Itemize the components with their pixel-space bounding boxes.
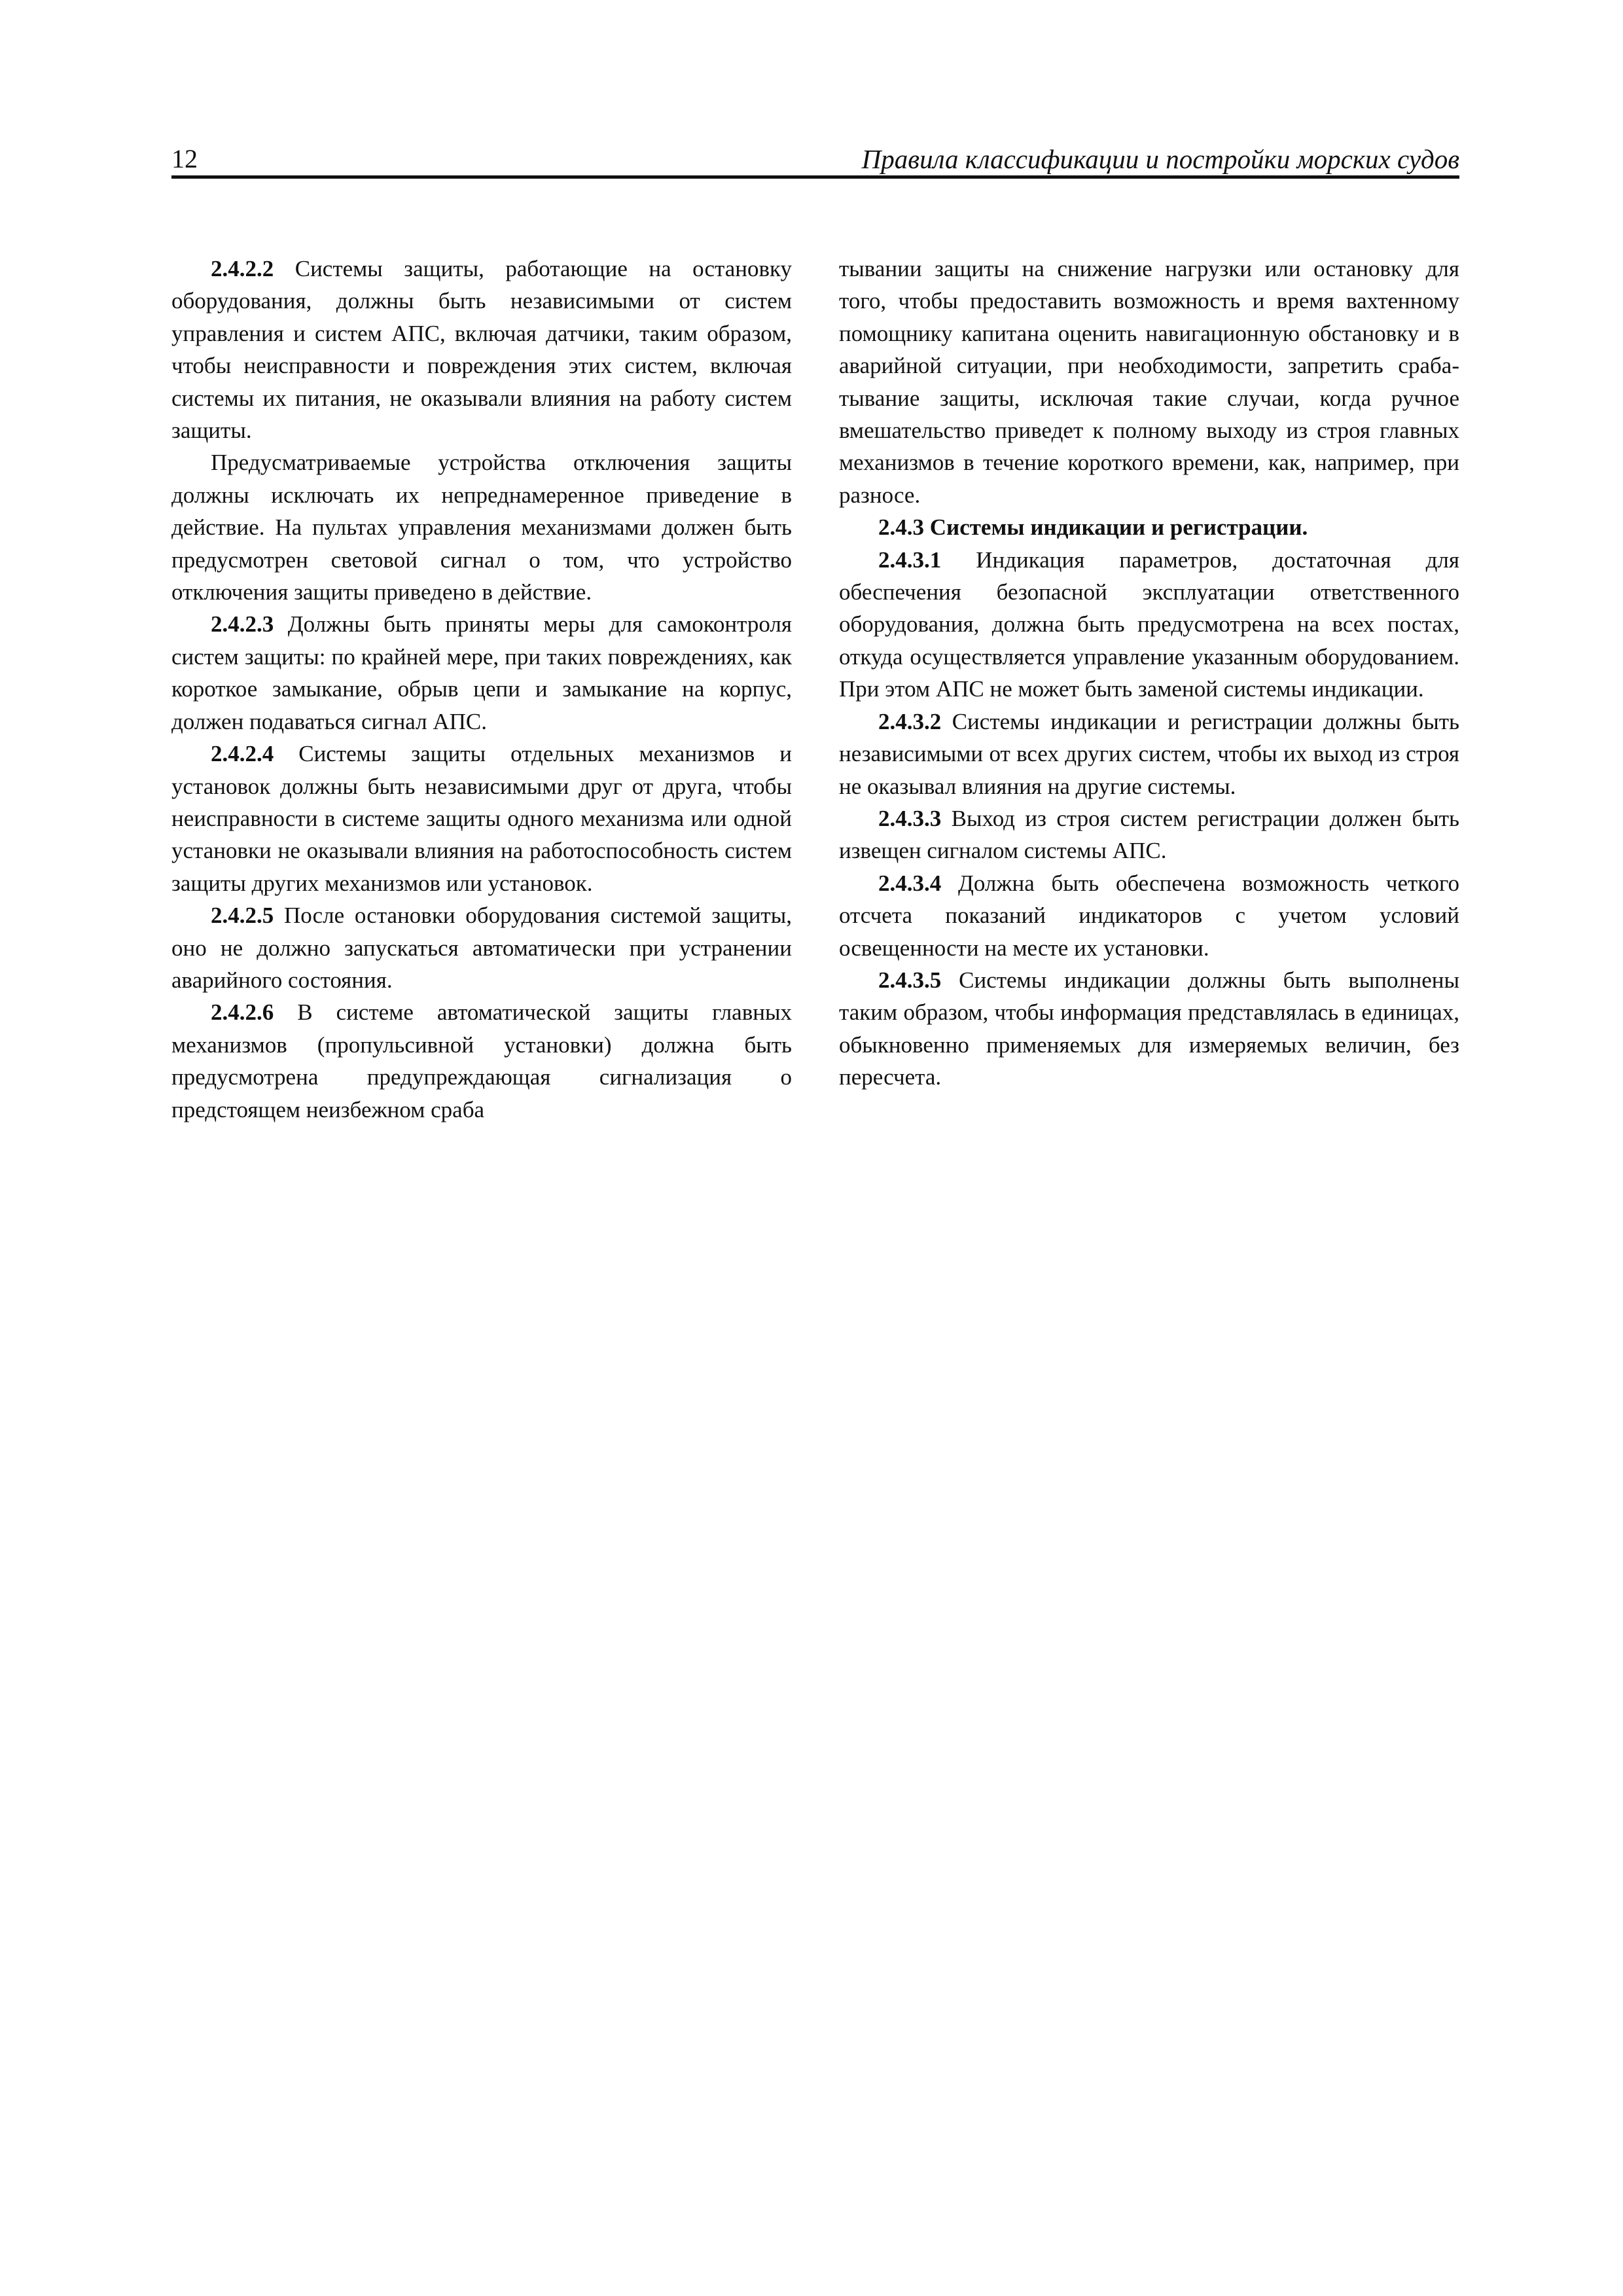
paragraph-text: тывании защиты на снижение нагрузки или остановку для того, чтобы предоставить возможность и время вахтенному помощнику капитана оценить навигационную обстановку и в аварийной ситуации, при необходимости, запретить срабатывание защиты, исключая такие случаи, когда ручное вмешательство приведет к полному выходу из строя главных механизмов в течение короткого времени, как, например, при разносе. [839,256,1459,508]
right-column [839,253,1459,1195]
section-number: 2.4.2.2 [211,256,274,281]
section-number: 2.4.2.6 [211,999,274,1026]
section-heading [839,511,1459,543]
paragraph-text: После остановки оборудования системой защиты, оно не должно запускаться автоматически при устранении аварийного состояния. [171,903,792,993]
paragraph [171,253,792,446]
paragraph-text: Должны быть приняты меры для самоконтроля систем защиты: по крайней мере, при таких повреждениях, как короткое замыкание, обрыв цепи и замыкание на корпус, должен подаваться сигнал АПС. [171,611,792,734]
paragraph [171,899,792,996]
paragraph-text: Системы защиты, работающие на остановку оборудования, должны быть независимыми от систем управления и систем АПС, включая датчики, таким образом, чтобы неисправности и повреждения этих систем, включая системы их питания, не оказывали влияния на работу систем защиты. [171,256,792,444]
section-number: 2.4.2.4 [211,741,274,767]
paragraph [171,738,792,899]
body-columns [171,253,1459,1195]
header-rule [171,175,1459,179]
left-column [171,253,792,1195]
paragraph-text: Системы индикации и регистрации должны быть независимыми от всех других систем, чтобы их выход из строя не оказывал влияния на другие системы. [839,708,1459,799]
paragraph-continuation [839,253,1459,511]
section-number: 2.4.3.1 [878,547,942,573]
paragraph-text: Предусматриваемые устройства отключения защиты должны исключать их непреднамеренное приведение в действие. На пультах управления механизмами должен быть предусмотрен световой сигнал о том, что устройство отключения защиты приведено в действие. [171,450,792,605]
section-heading-text: Системы индикации и регистрации. [924,514,1308,541]
section-number: 2.4.3.3 [878,805,942,831]
paragraph [839,802,1459,867]
paragraph [839,706,1459,802]
paragraph-text: Выход из строя систем регистрации должен быть извещен сигналом системы АПС. [839,805,1459,864]
section-number: 2.4.3.2 [878,708,942,734]
paragraph-text: Должна быть обеспечена возможность четкого отсчета показаний индикаторов с учетом условий освещенности на месте их установки. [839,870,1459,961]
paragraph-text: В системе автоматической защиты главных механизмов (пропульсивной установки) должна быть предусмотрена предупреждающая сигнализация о предстоящем неизбежном сраба [171,999,792,1122]
paragraph [171,446,792,608]
paragraph [839,867,1459,964]
section-number: 2.4.3 [878,514,924,541]
paragraph-text: Системы защиты отдельных механизмов и установок должны быть независимыми друг от друга, чтобы неисправности в системе защиты одного механизма или одной установки не оказывали влияния на работоспособность систем защиты других механизмов или установок. [171,741,792,896]
paragraph [171,608,792,738]
section-number: 2.4.3.5 [878,967,942,993]
running-title: Правила классификации и постройки морских судов [861,144,1459,174]
paragraph [839,544,1459,706]
section-number: 2.4.2.3 [211,611,274,637]
section-number: 2.4.3.4 [878,870,942,896]
page-number: 12 [171,144,198,173]
paragraph [171,996,792,1126]
paragraph-text: Системы индикации должны быть выполнены таким образом, чтобы информация представлялась в единицах, обыкновенно применяемых для измеряемых величин, без пересчета. [839,967,1459,1090]
section-number: 2.4.2.5 [211,903,274,929]
paragraph-text: Индикация параметров, достаточная для обеспечения безопасной эксплуатации ответственного оборудования, должна быть предусмотрена на всех постах, откуда осуществляется управление указанным оборудованием. При этом АПС не может быть заменой системы индикации. [839,547,1459,702]
paragraph [839,964,1459,1094]
